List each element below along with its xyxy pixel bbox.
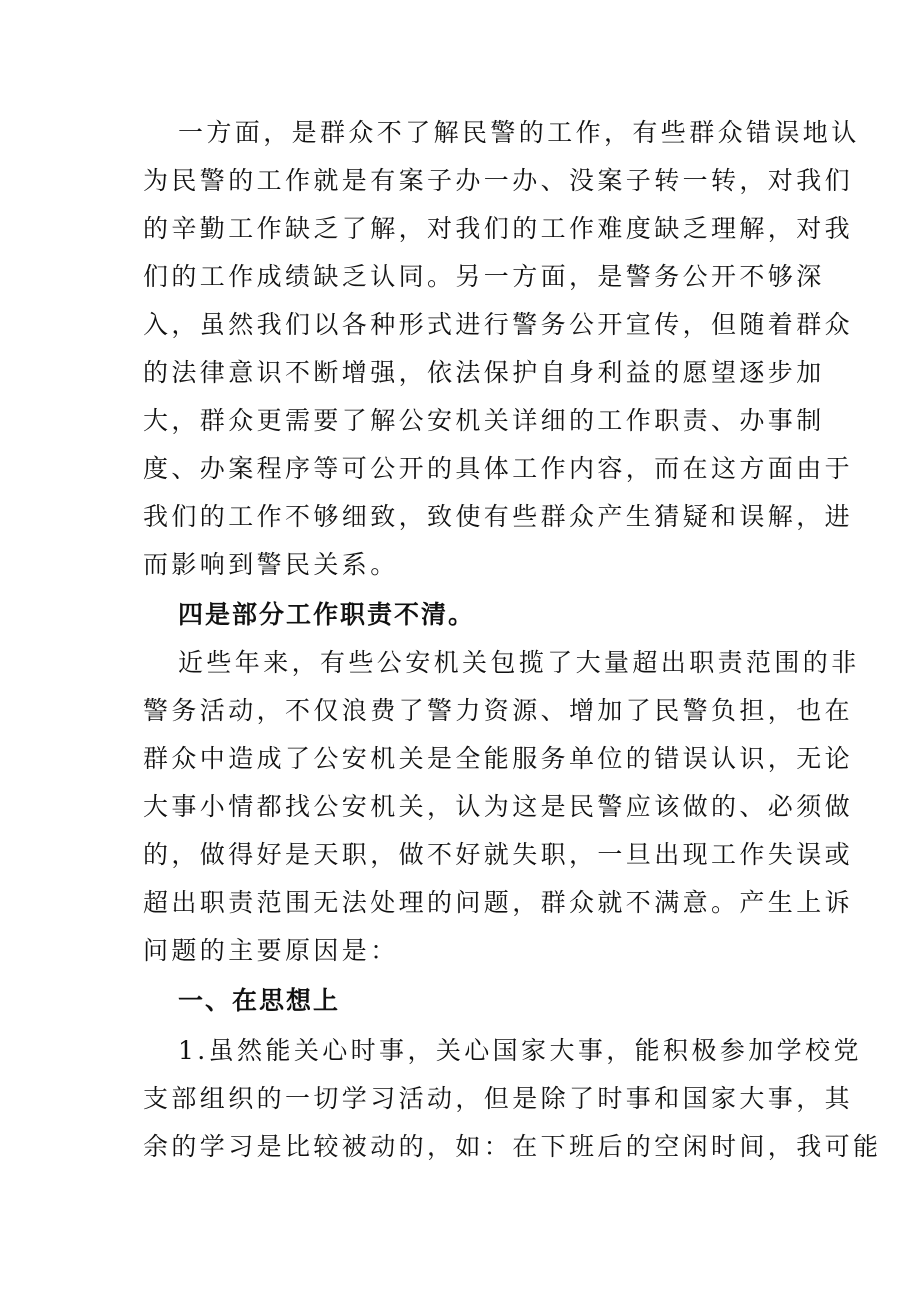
text-line: 1.虽然能关心时事，关心国家大事，能积极参加学校党 (178, 1036, 862, 1065)
text-line: 支部组织的一切学习活动，但是除了时事和国家大事，其 (143, 1084, 854, 1113)
text-line: 余的学习是比较被动的，如：在下班后的空闲时间，我可能 (143, 1132, 882, 1161)
text-line: 警务活动，不仅浪费了警力资源、增加了民警负担，也在 (143, 696, 854, 725)
text-line: 们的工作成绩缺乏认同。另一方面，是警务公开不够深 (143, 262, 825, 291)
text-line: 大，群众更需要了解公安机关详细的工作职责、办事制 (143, 406, 825, 435)
text-line: 而影响到警民关系。 (143, 550, 399, 579)
text-line: 度、办案程序等可公开的具体工作内容，而在这方面由于 (143, 454, 854, 483)
text-line: 的，做得好是天职，做不好就失职，一旦出现工作失误或 (143, 840, 854, 869)
text-line: 大事小情都找公安机关，认为这是民警应该做的、必须做 (143, 792, 854, 821)
text-line: 入，虽然我们以各种形式进行警务公开宣传，但随着群众 (143, 310, 854, 339)
text-line: 为民警的工作就是有案子办一办、没案子转一转，对我们 (143, 166, 854, 195)
text-line: 超出职责范围无法处理的问题，群众就不满意。产生上诉 (143, 888, 854, 917)
text-line: 问题的主要原因是： (143, 936, 399, 965)
text-line: 一方面，是群众不了解民警的工作，有些群众错误地认 (178, 118, 860, 147)
section-heading: 一、在思想上 (178, 986, 341, 1015)
text-line: 群众中造成了公安机关是全能服务单位的错误认识，无论 (143, 744, 854, 773)
section-heading: 四是部分工作职责不清。 (178, 600, 476, 629)
text-line: 近些年来，有些公安机关包揽了大量超出职责范围的非 (178, 648, 860, 677)
text-line: 我们的工作不够细致，致使有些群众产生猜疑和误解，进 (143, 502, 854, 531)
text-line: 的法律意识不断增强，依法保护自身利益的愿望逐步加 (143, 358, 825, 387)
text-line: 的辛勤工作缺乏了解，对我们的工作难度缺乏理解，对我 (143, 214, 854, 243)
